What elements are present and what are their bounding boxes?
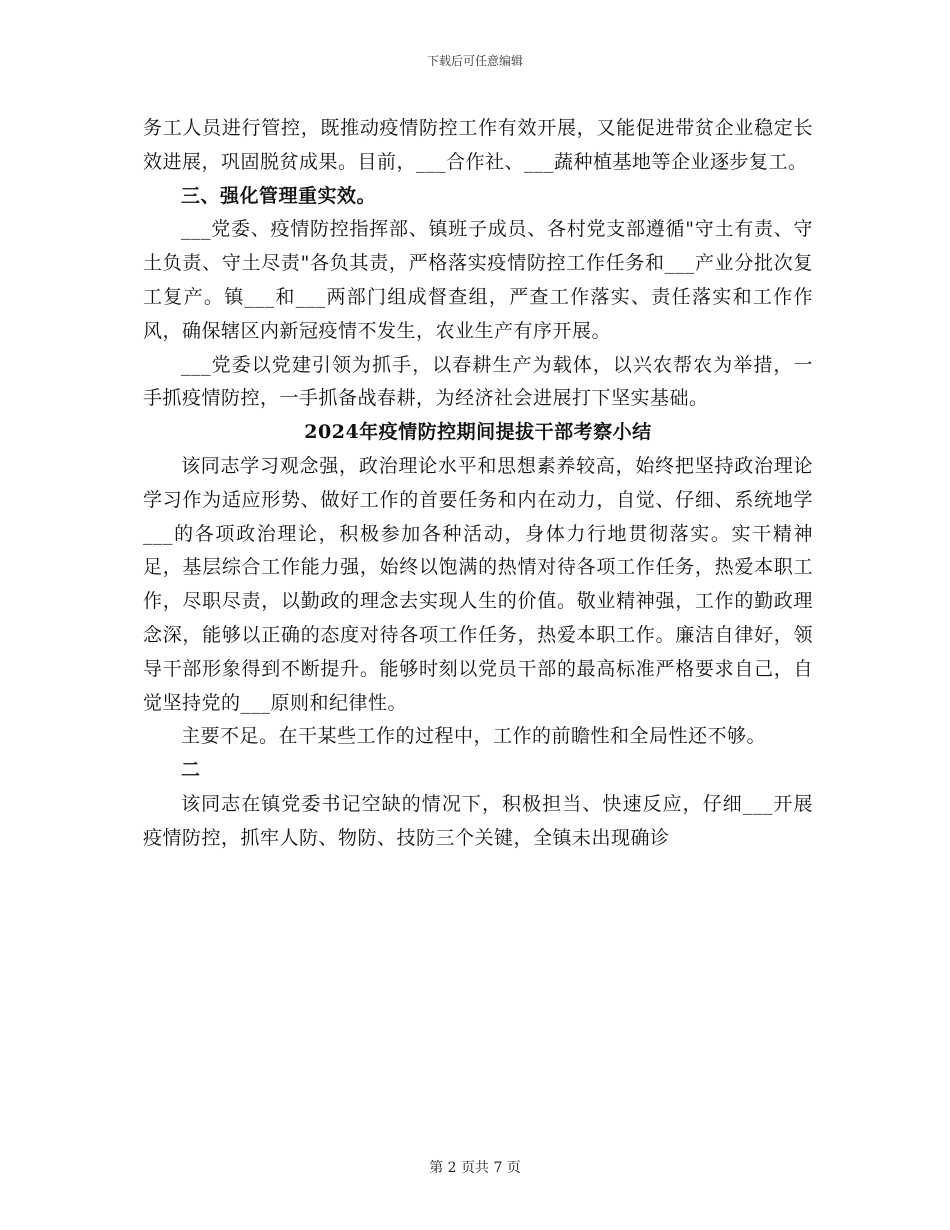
paragraph: ___党委以党建引领为抓手，以春耕生产为载体，以兴农帮农为举措，一手抓疫情防控，一手抓备战春耕，为经济社会进展打下坚实基础。 <box>143 353 813 410</box>
page-footer: 第 2 页共 7 页 <box>429 1160 521 1176</box>
paragraph: 主要不足。在干某些工作的过程中，工作的前瞻性和全局性还不够。 <box>181 725 767 748</box>
paragraph: 务工人员进行管控，既推动疫情防控工作有效开展，又能促进带贫企业稳定长效进展，巩固脱贫成果。目前，___合作社、___蔬种植基地等企业逐步复工。 <box>143 117 813 173</box>
paragraph: 该同志学习观念强，政治理论水平和思想素养较高，始终把坚持政治理论学习作为适应形势、做好工作的首要任务和内在动力，自觉、仔细、系统地学___的各项政治理论，积极参加各种活动，身体力行地贯彻落实。实干精神足，基层综合工作能力强，始终以饱满的热情对待各项工作任务，热爱本职工作，尽职尽责，以勤政的理念去实现人生的价值。敬业精神强，工作的勤政理念深，能够以正确的态度对待各项工作任务，热爱本职工作。廉洁自律好，领导干部形象得到不断提升。能够时刻以党员干部的最高标准严格要求自己，自觉坚持党的___原则和纪律性。 <box>143 454 813 714</box>
paragraph: 该同志在镇党委书记空缺的情况下，积极担当、快速反应，仔细___开展疫情防控，抓牢人防、物防、技防三个关键，全镇未出现确诊 <box>143 792 813 849</box>
document-body <box>143 112 813 856</box>
section-heading: 二 <box>181 759 201 782</box>
section-heading: 三、强化管理重实效。 <box>181 184 377 207</box>
paragraph: ___党委、疫情防控指挥部、镇班子成员、各村党支部遵循"守土有责、守土负责、守土尽责"各负其责，严格落实疫情防控工作任务和___产业分批次复工复产。镇___和___两部门组成督查组，严查工作落实、责任落实和工作作风，确保辖区内新冠疫情不发生，农业生产有序开展。 <box>143 218 813 342</box>
document-title: 2024年疫情防控期间提拔干部考察小结 <box>304 421 652 444</box>
page-header: 下载后可任意编辑 <box>426 54 523 68</box>
